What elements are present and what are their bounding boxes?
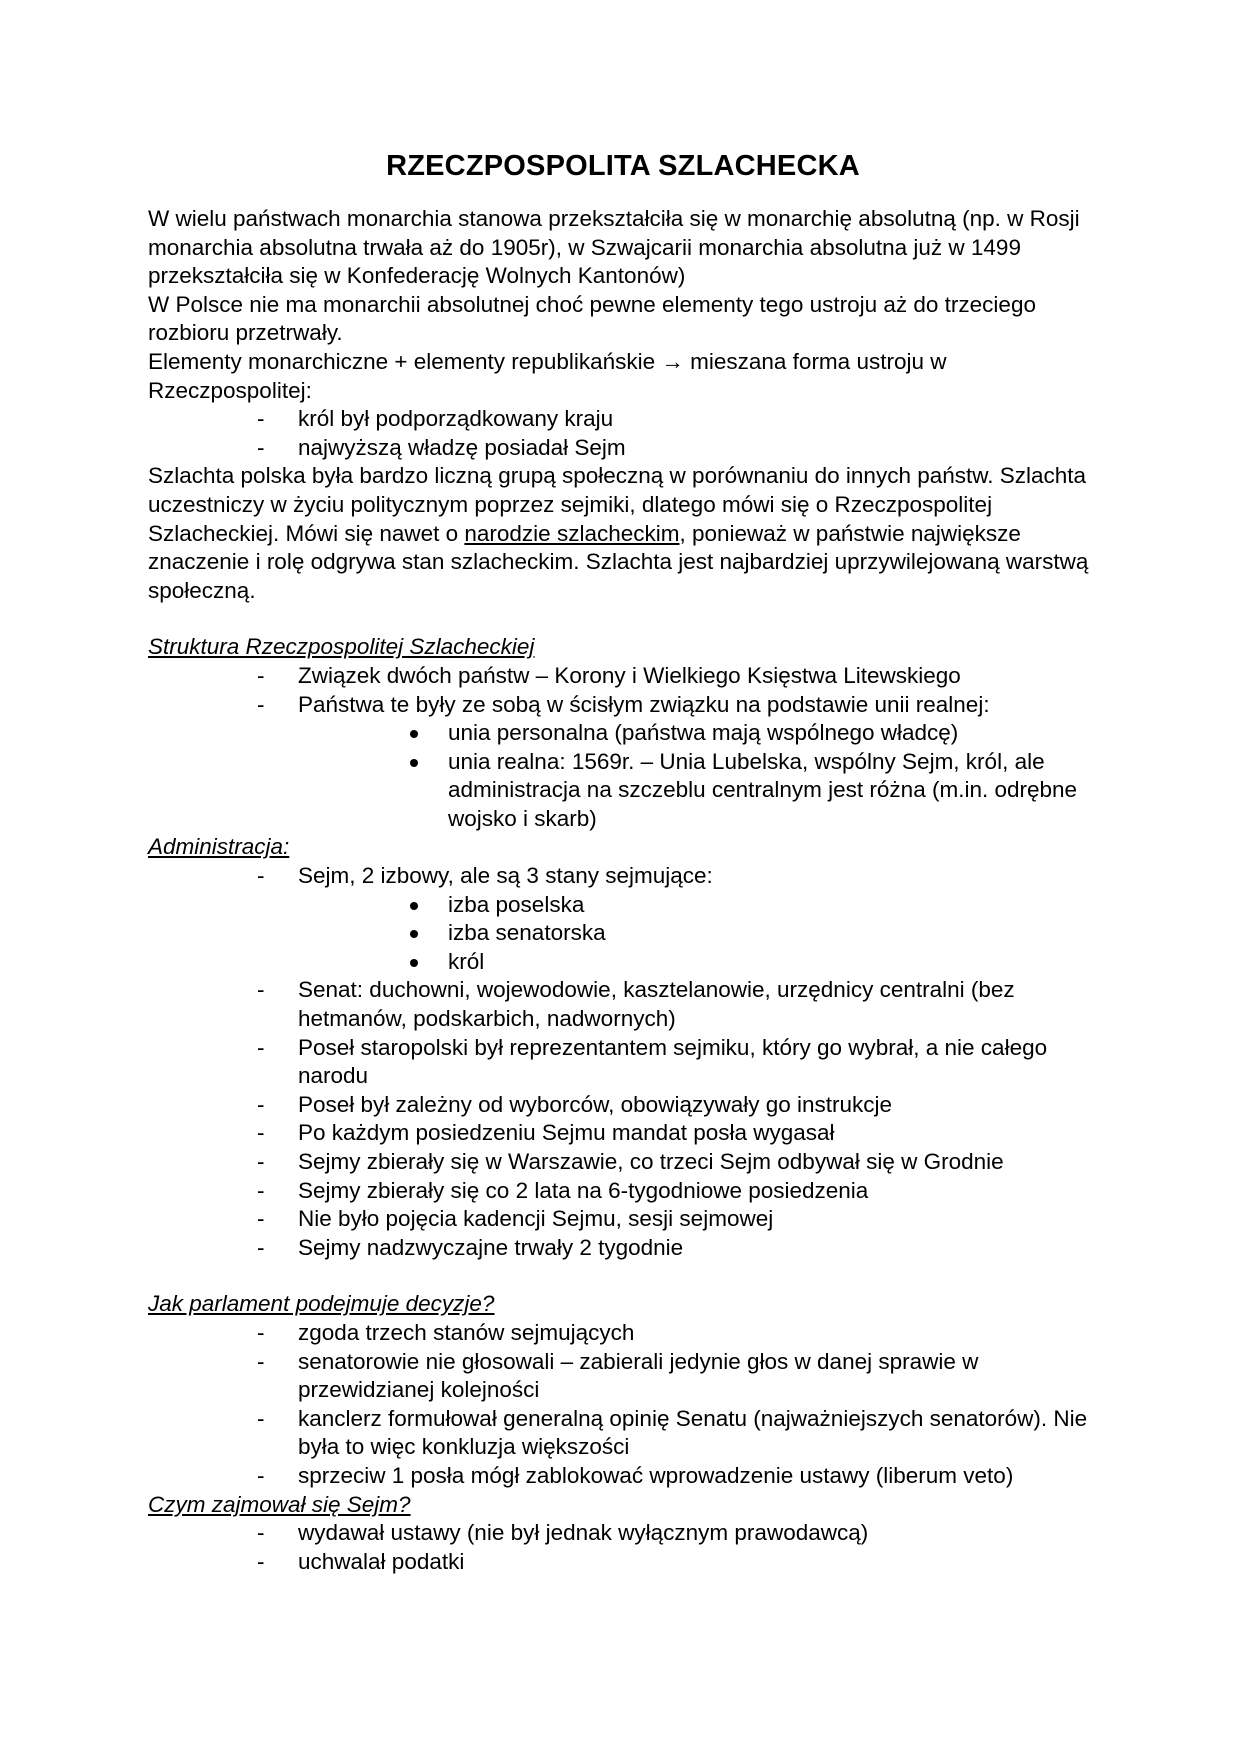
bullet-item: unia realna: 1569r. – Unia Lubelska, wspólny Sejm, król, ale administracja na szczeblu centralnym jest różna (m.in. odrębne wojsko i skarb) [148,748,1098,834]
szlachta-paragraph [148,462,1098,605]
administracja-list [148,862,1098,1262]
intro-paragraph-1: W wielu państwach monarchia stanowa przekształciła się w monarchię absolutną (np. w Rosji monarchia absolutna trwała aż do 1905r), w Szwajcarii monarchia absolutna już w 1499 przekształciła się w Konfederację Wolnych Kantonów) [148,206,1080,289]
list-item: - Nie było pojęcia kadencji Sejmu, sesji sejmowej [148,1205,1098,1234]
section-heading-administracja: Administracja: [148,834,290,860]
bullet-item: unia personalna (państwa mają wspólnego władcę) [148,719,1098,748]
intro-paragraph-2: W Polsce nie ma monarchii absolutnej choć pewne elementy tego ustroju aż do trzeciego rozbioru przetrwały. [148,291,1036,346]
list-item: - Sejmy nadzwyczajne trwały 2 tygodnie [148,1234,1098,1263]
szlachta-text-after: , ponieważ w państwie największe znaczenie i rolę odgrywa stan szlacheckim. Szlachta jest najbardziej uprzywilejowaną warstwą społeczną. [148,520,1089,603]
sejm-list [148,1519,1098,1576]
list-item: - król był podporządkowany kraju [148,405,1098,434]
intro-paragraph-3: Elementy monarchiczne + elementy republikańskie → mieszana forma ustroju w Rzeczpospolitej: [148,348,947,403]
list-item: - sprzeciw 1 posła mógł zablokować wprowadzenie ustawy (liberum veto) [148,1462,1098,1491]
list-item: - Senat: duchowni, wojewodowie, kasztelanowie, urzędnicy centralni (bez hetmanów, podskarbich, nadwornych) [148,976,1098,1033]
bullet-item: izba poselska [148,891,1098,920]
intro-list [148,405,1098,462]
page-title: RZECZPOSPOLITA SZLACHECKA [386,150,860,182]
list-item: - Sejm, 2 izbowy, ale są 3 stany sejmujące: [148,862,1098,891]
list-item: - Państwa te były ze sobą w ścisłym związku na podstawie unii realnej: [148,691,1098,720]
list-item: - Po każdym posiedzeniu Sejmu mandat posła wygasał [148,1119,1098,1148]
bullet-item: izba senatorska [148,919,1098,948]
szlachta-underlined-term: narodzie szlacheckim [464,520,680,546]
list-item: - zgoda trzech stanów sejmujących [148,1319,1098,1348]
list-item: - Poseł staropolski był reprezentantem sejmiku, który go wybrał, a nie całego narodu [148,1034,1098,1091]
section-heading-decyzje: Jak parlament podejmuje decyzje? [148,1291,495,1317]
list-item: - Związek dwóch państw – Korony i Wielkiego Księstwa Litewskiego [148,662,1098,691]
section-heading-sejm: Czym zajmował się Sejm? [148,1491,411,1517]
section-heading-struktura: Struktura Rzeczpospolitej Szlacheckiej [148,634,535,660]
bullet-item: król [148,948,1098,977]
list-item: - wydawał ustawy (nie był jednak wyłącznym prawodawcą) [148,1519,1098,1548]
list-item: - najwyższą władzę posiadał Sejm [148,434,1098,463]
document-page [148,140,1098,1576]
spacer [148,1262,1098,1290]
decyzje-list [148,1319,1098,1491]
list-item: - Sejmy zbierały się w Warszawie, co trzeci Sejm odbywał się w Grodnie [148,1148,1098,1177]
list-item: - Sejmy zbierały się co 2 lata na 6-tygodniowe posiedzenia [148,1177,1098,1206]
list-item: - kanclerz formułował generalną opinię Senatu (najważniejszych senatorów). Nie była to więc konkluzja większości [148,1405,1098,1462]
list-item: - uchwalał podatki [148,1548,1098,1577]
list-item: - Poseł był zależny od wyborców, obowiązywały go instrukcje [148,1091,1098,1120]
list-item: - senatorowie nie głosowali – zabierali jedynie głos w danej sprawie w przewidzianej kolejności [148,1348,1098,1405]
szlachta-text-before: Szlachta polska była bardzo liczną grupą społeczną w porównaniu do innych państw. Szlachta uczestniczy w życiu politycznym poprzez sejmiki, dlatego mówi się o Rzeczpospolitej Szlacheckiej. Mówi się nawet o [148,463,1087,546]
spacer [148,605,1098,633]
struktura-list [148,662,1098,834]
